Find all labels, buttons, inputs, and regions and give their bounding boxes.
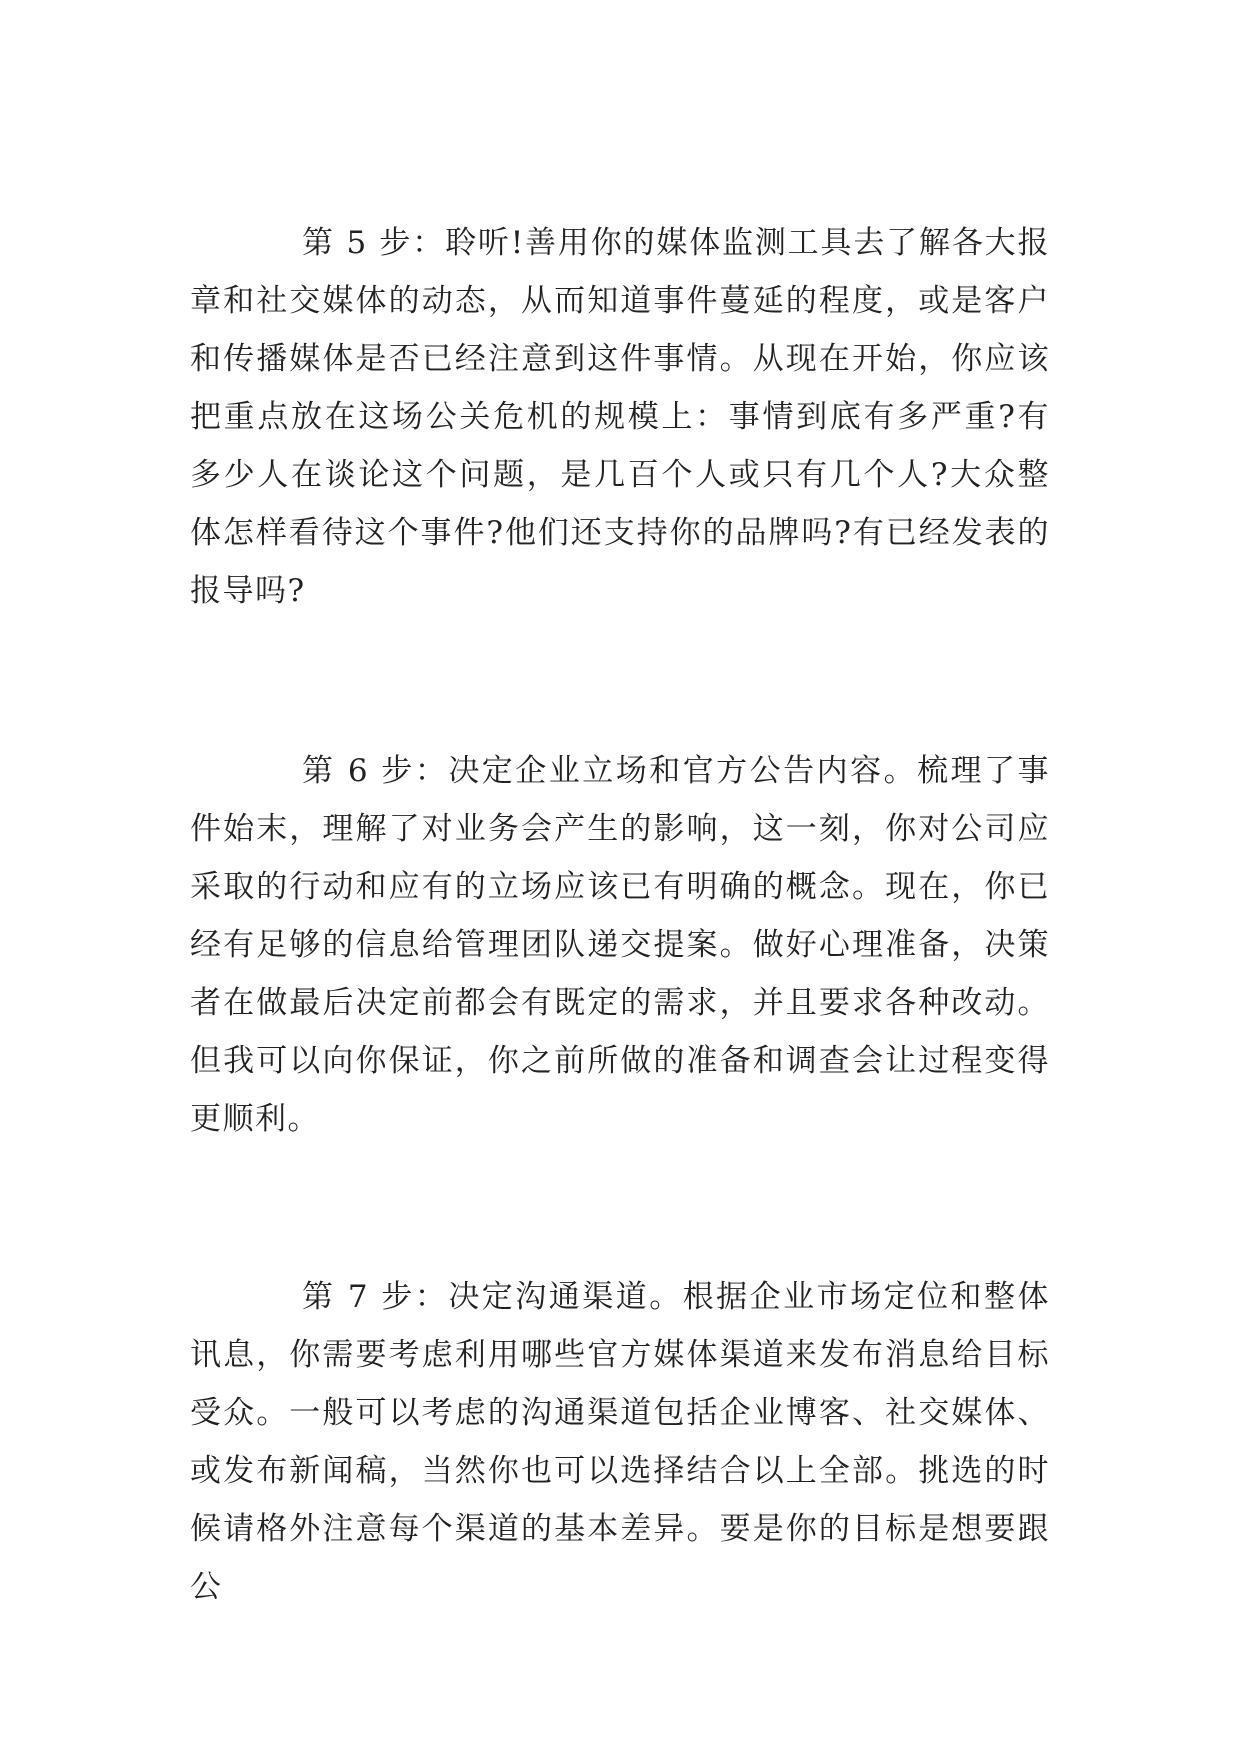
paragraph-step-6: 第 6 步：决定企业立场和官方公告内容。梳理了事件始末，理解了对业务会产生的影响，这一刻，你对公司应采取的行动和应有的立场应该已有明确的概念。现在，你已经有足够的信息给管理团队递交提案。做好心理准备，决策者在做最后决定前都会有既定的需求，并且要求各种改动。但我可以向你保证，你之前所做的准备和调查会让过程变得更顺利。 (190, 753, 1050, 1137)
paragraph-step-7: 第 7 步：决定沟通渠道。根据企业市场定位和整体讯息，你需要考虑利用哪些官方媒体渠道来发布消息给目标受众。一般可以考虑的沟通渠道包括企业博客、社交媒体、或发布新闻稿，当然你也可以选择结合以上全部。挑选的时候请格外注意每个渠道的基本差异。要是你的目标是想要跟公 (190, 1279, 1050, 1605)
paragraph-step-5: 第 5 步：聆听!善用你的媒体监测工具去了解各大报章和社交媒体的动态，从而知道事件蔓延的程度，或是客户和传播媒体是否已经注意到这件事情。从现在开始，你应该把重点放在这场公关危机的规模上：事情到底有多严重?有多少人在谈论这个问题，是几百个人或只有几个人?大众整体怎样看待这个事件?他们还支持你的品牌吗?有已经发表的报导吗? (190, 225, 1050, 609)
